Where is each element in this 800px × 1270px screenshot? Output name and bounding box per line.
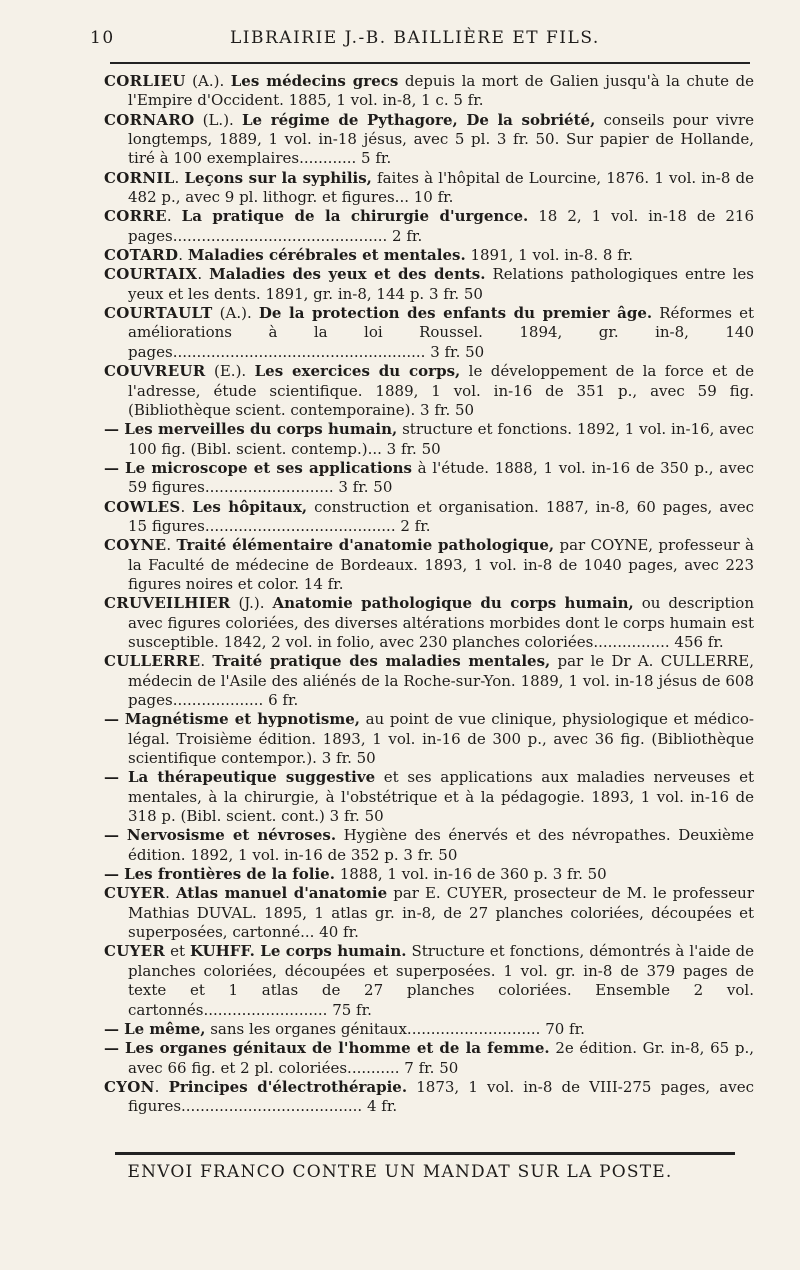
- entry-description: 1873, 1 vol. in-8 de VIII-275 pages, avec figures...................................... 4 fr.: [128, 1077, 754, 1116]
- page-number: 10: [90, 28, 115, 48]
- entry-description: depuis la mort de Galien jusqu'à la chute de l'Empire d'Occident. 1885, 1 vol. in-8, 1 c. 5 fr.: [128, 72, 754, 110]
- catalogue-entry: [104, 865, 754, 884]
- catalogue-entry: [104, 1020, 754, 1039]
- entry-author: CORNIL: [104, 168, 175, 187]
- entry-title: Le microscope et ses applications: [125, 458, 412, 477]
- catalogue-entry: [104, 111, 754, 169]
- entry-title: Maladies des yeux et des dents.: [209, 265, 486, 284]
- entry-description: et ses applications aux maladies nerveuses et mentales, à la chirurgie, à l'obstétrique et à la pédagogie. 1893, 1 vol. in-16 de 318 p. (Bibl. scient. cont.) 3 fr. 50: [128, 768, 754, 826]
- entry-author: CORRE: [104, 207, 167, 226]
- catalogue-entries: [104, 72, 754, 1117]
- entry-initials: .: [200, 652, 213, 671]
- entry-description: conseils pour vivre longtemps, 1889, 1 vol. in-18 jésus, avec 5 pl. 3 fr. 50. Sur papier de Hollande, tiré à 100 exemplaires............ 5 fr.: [128, 110, 754, 168]
- catalogue-entry: [104, 1078, 754, 1117]
- catalogue-entry: [104, 594, 754, 652]
- entry-author: —: [104, 826, 120, 845]
- catalogue-entry: [104, 362, 754, 420]
- entry-description: faites à l'hôpital de Lourcine, 1876. 1 vol. in-8 de 482 p., avec 9 pl. lithogr. et figures... 10 fr.: [128, 168, 754, 207]
- entry-initials: .: [180, 497, 193, 516]
- entry-title: Magnétisme et hypnotisme,: [124, 710, 360, 729]
- catalogue-entry: [104, 942, 754, 1019]
- entry-title: La pratique de la chirurgie d'urgence.: [181, 207, 529, 226]
- entry-initials: (J.).: [230, 594, 273, 613]
- entry-author: —: [104, 458, 120, 477]
- entry-title: Le même,: [124, 1019, 206, 1038]
- entry-description: 18 2, 1 vol. in-18 de 216 pages............................................. 2 fr.: [128, 207, 754, 245]
- entry-title: Les médecins grecs: [230, 72, 399, 90]
- entry-description: Hygiène des énervés et des névropathes. Deuxième édition. 1892, 1 vol. in-16 de 352 p. 3 fr. 50: [128, 826, 754, 864]
- entry-initials: .: [166, 536, 177, 555]
- entry-author: COWLES: [104, 497, 181, 516]
- entry-title: De la protection des enfants du premier âge.: [258, 304, 653, 323]
- entry-author: CYON: [104, 1077, 155, 1096]
- entry-description: par COYNE, professeur à la Faculté de médecine de Bordeaux. 1893, 1 vol. in-8 de 1040 pages, avec 223 figures noires et color. 14 fr.: [128, 536, 754, 593]
- entry-author: CRUVEILHIER: [104, 594, 231, 613]
- header-rule: [110, 62, 750, 64]
- entry-author: CULLERRE: [104, 652, 201, 671]
- entry-author: CUYER: [104, 884, 166, 903]
- entry-title: Principes d'électrothérapie.: [168, 1077, 408, 1096]
- entry-description: par E. CUYER, prosecteur de M. le professeur Mathias DUVAL. 1895, 1 atlas gr. in-8, de 27 planches coloriées, découpées et superposées, cartonné... 40 fr.: [128, 884, 754, 942]
- entry-author: COTARD: [104, 246, 179, 265]
- footer-rule: [115, 1152, 735, 1155]
- entry-description: 1888, 1 vol. in-16 de 360 p. 3 fr. 50: [334, 865, 607, 884]
- entry-author: —: [104, 865, 120, 884]
- publisher-heading: LIBRAIRIE J.-B. BAILLIÈRE ET FILS.: [230, 28, 600, 48]
- entry-title: KUHFF. Le corps humain.: [190, 942, 407, 961]
- entry-initials: (A.).: [212, 304, 259, 323]
- entry-title: Les exercices du corps,: [254, 362, 461, 381]
- entry-title: Anatomie pathologique du corps humain,: [272, 594, 634, 613]
- entry-title: Le régime de Pythagore, De la sobriété,: [241, 110, 596, 129]
- entry-description: 1891, 1 vol. in-8. 8 fr.: [465, 246, 634, 265]
- entry-title: Atlas manuel d'anatomie: [175, 884, 388, 903]
- entry-title: Les organes génitaux de l'homme et de la femme.: [125, 1039, 550, 1058]
- entry-initials: .: [178, 246, 188, 265]
- catalogue-entry: [104, 169, 754, 208]
- entry-initials: .: [197, 265, 210, 284]
- entry-author: CORNARO: [104, 110, 195, 129]
- entry-description: à l'étude. 1888, 1 vol. in-16 de 350 p., avec 59 figures........................... 3 fr. 50: [128, 458, 754, 497]
- entry-initials: [119, 826, 127, 844]
- entry-description: Relations pathologiques entre les yeux et les dents. 1891, gr. in-8, 144 p. 3 fr. 50: [128, 265, 755, 303]
- entry-author: CORLIEU: [104, 72, 186, 90]
- entry-author: COUVREUR: [104, 362, 206, 381]
- catalogue-entry: [104, 768, 754, 826]
- catalogue-entry: [104, 420, 754, 459]
- entry-description: par le Dr A. CULLERRE, médecin de l'Asile des aliénés de la Roche-sur-Yon. 1889, 1 vol. in-18 jésus de 608 pages................... 6 fr.: [128, 652, 754, 709]
- entry-author: —: [104, 1019, 120, 1038]
- entry-title: Les frontières de la folie.: [124, 865, 335, 884]
- entry-title: Maladies cérébrales et mentales.: [187, 246, 466, 265]
- entry-description: Réformes et améliorations à la loi Roussel. 1894, gr. in-8, 140 pages..................................................... 3 fr. 50: [128, 304, 754, 361]
- entry-title: Leçons sur la syphilis,: [184, 168, 372, 187]
- catalogue-entry: [104, 884, 754, 942]
- entry-initials: et: [165, 942, 191, 961]
- catalogue-entry: [104, 652, 754, 710]
- entry-author: —: [104, 420, 120, 439]
- entry-description: 2e édition. Gr. in-8, 65 p., avec 66 fig. et 2 pl. coloriées........... 7 fr. 50: [128, 1039, 754, 1077]
- catalogue-entry: [104, 246, 754, 265]
- entry-author: —: [104, 710, 120, 729]
- entry-author: COURTAIX: [104, 265, 198, 284]
- entry-title: Les merveilles du corps humain,: [124, 420, 398, 439]
- catalogue-entry: [104, 536, 754, 594]
- entry-initials: [119, 768, 128, 786]
- entry-initials: (L.).: [194, 110, 242, 129]
- catalogue-entry: [104, 498, 754, 537]
- entry-description: ou description avec figures coloriées, des diverses altérations morbides dont le corps humain est susceptible. 1842, 2 vol. in folio, avec 230 planches coloriées................ 456 fr.: [128, 594, 754, 651]
- footer-notice: ENVOI FRANCO CONTRE UN MANDAT SUR LA POSTE.: [127, 1162, 673, 1182]
- entry-title: Les hôpitaux,: [192, 497, 308, 516]
- entry-author: COURTAULT: [104, 304, 213, 323]
- entry-title: Nervosisme et névroses.: [126, 826, 337, 845]
- entry-description: construction et organisation. 1887, in-8, 60 pages, avec 15 figures........................................ 2 fr.: [128, 497, 755, 535]
- entry-title: Traité pratique des maladies mentales,: [212, 652, 551, 671]
- catalogue-entry: [104, 72, 754, 111]
- entry-description: au point de vue clinique, physiologique et médico-légal. Troisième édition. 1893, 1 vol. in-16 de 300 p., avec 36 fig. (Bibliothèque scientifique contempor.). 3 fr. 50: [128, 710, 754, 768]
- catalogue-entry: [104, 304, 754, 362]
- entry-initials: .: [165, 884, 176, 903]
- entry-title: La thérapeutique suggestive: [127, 768, 376, 787]
- entry-author: COYNE: [104, 536, 167, 555]
- catalogue-entry: [104, 710, 754, 768]
- catalogue-entry: [104, 207, 754, 246]
- entry-initials: .: [154, 1077, 169, 1096]
- entry-description: structure et fonctions. 1892, 1 vol. in-16, avec 100 fig. (Bibl. scient. contemp.)... 3 fr. 50: [128, 420, 754, 458]
- entry-author: CUYER: [104, 942, 166, 961]
- entry-initials: (A.).: [185, 72, 231, 90]
- entry-author: —: [104, 768, 120, 787]
- catalogue-entry: [104, 265, 754, 304]
- entry-initials: .: [174, 168, 185, 187]
- entry-description: Structure et fonctions, démontrés à l'aide de planches coloriées, découpées et superposées. 1 vol. gr. in-8 de 379 pages de texte et 1 atlas de 27 planches coloriées. Ensemble 2 vol. cartonnés.......................... 75 fr.: [128, 942, 754, 1019]
- entry-initials: (E.).: [205, 362, 255, 381]
- entry-author: —: [104, 1039, 120, 1058]
- entry-description: sans les organes génitaux............................ 70 fr.: [205, 1019, 585, 1038]
- catalogue-entry: [104, 459, 754, 498]
- entry-description: le développement de la force et de l'adresse, étude scientifique. 1889, 1 vol. in-16 de 351 p., avec 59 fig. (Bibliothèque scient. contemporaine). 3 fr. 50: [128, 362, 754, 419]
- entry-initials: .: [166, 207, 182, 226]
- catalogue-entry: [104, 1039, 754, 1078]
- entry-title: Traité élémentaire d'anatomie pathologique,: [176, 536, 555, 555]
- catalogue-entry: [104, 826, 754, 865]
